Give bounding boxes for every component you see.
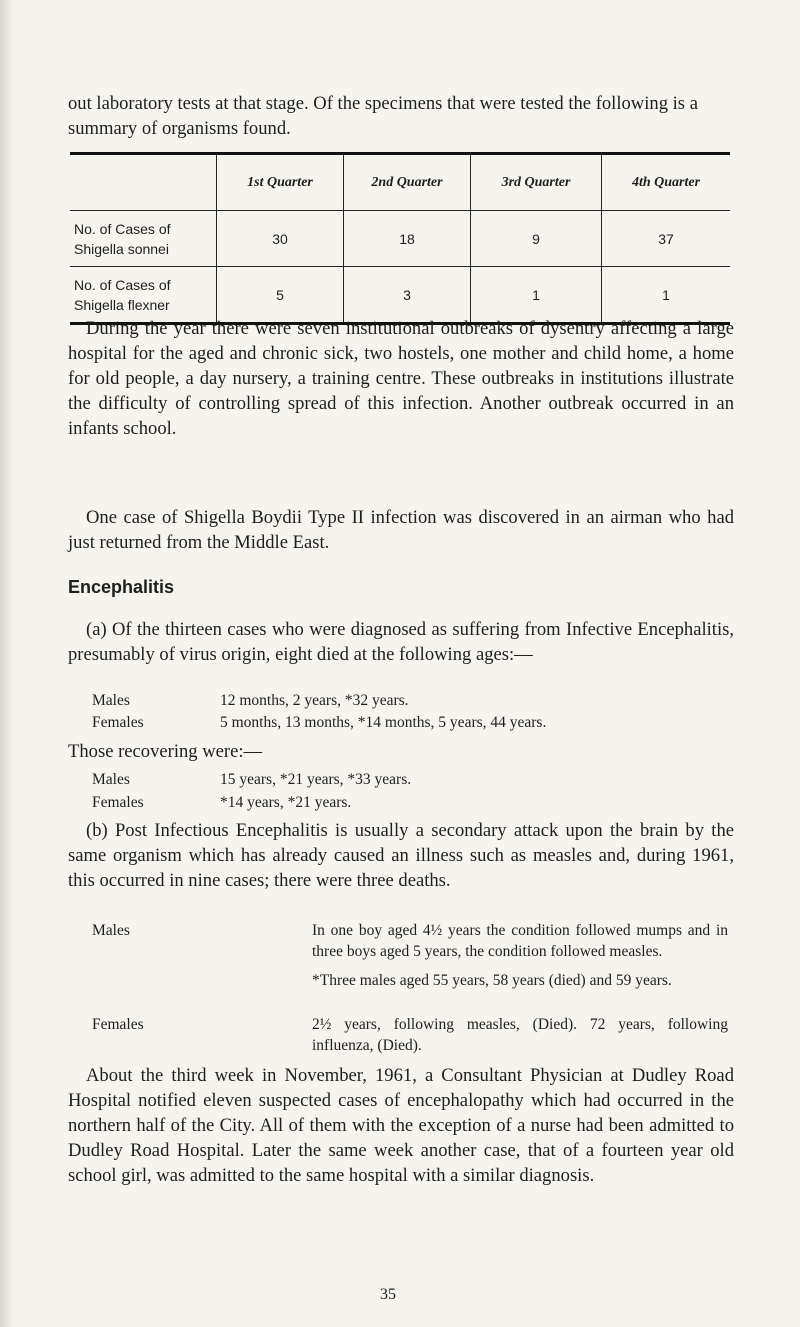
deaths-females-label: Females: [92, 714, 144, 731]
row-label-line1: No. of Cases of: [74, 220, 171, 237]
row-label-line1: No. of Cases of: [74, 276, 171, 293]
deaths-males-label: Males: [92, 692, 130, 709]
post-females-text: 2½ years, following measles, (Died). 72 years, following influenza, (Died).: [312, 1016, 728, 1054]
table-cell: 37: [602, 211, 731, 267]
recovering-females-ages: *14 years, *21 years.: [220, 794, 352, 811]
recovering-females-label: Females: [92, 794, 144, 811]
row-label: [70, 211, 217, 267]
deaths-females-ages: 5 months, 13 months, *14 months, 5 years, 44 years.: [220, 714, 547, 731]
page-edge-shadow: [0, 0, 14, 1327]
page-number: 35: [380, 1286, 396, 1303]
recovering-males-line: [92, 769, 411, 790]
recovering-males-ages: 15 years, *21 years, *33 years.: [220, 771, 412, 788]
post-males-text-2: *Three males aged 55 years, 58 years (died) and 59 years.: [312, 972, 672, 989]
deaths-males-ages: 12 months, 2 years, *32 years.: [220, 692, 409, 709]
row-label-line2: Shigella sonnei: [74, 240, 169, 257]
organisms-summary-table: [70, 152, 730, 325]
deaths-females-line: [92, 712, 546, 733]
table-cell: 1: [602, 267, 731, 324]
table-row: [70, 267, 730, 324]
table-header-q2: 2nd Quarter: [344, 154, 471, 211]
row-label-line2: Shigella flexner: [74, 296, 170, 313]
table-cell: 30: [217, 211, 344, 267]
november-paragraph: About the third week in November, 1961, a Consultant Physician at Dudley Road Hospital notified eleven suspected cases of encephalopathy which had occurred in the northern half of the City. All of them with the exception of a nurse had been admitted to Dudley Road Hospital. Later the same week another case, that of a fourteen year old school girl, was admitted to the same hospital with a similar diagnosis.: [68, 1065, 734, 1186]
post-males-label: Males: [92, 922, 130, 939]
table-header-corner: [70, 154, 217, 211]
boydii-paragraph: One case of Shigella Boydii Type II infection was discovered in an airman who had just returned from the Middle East.: [68, 507, 734, 553]
table-cell: 18: [344, 211, 471, 267]
recovering-intro: Those recovering were:—: [68, 741, 263, 762]
intro-paragraph: out laboratory tests at that stage. Of the specimens that were tested the following is a summary of organisms found.: [68, 93, 698, 139]
table-cell: 3: [344, 267, 471, 324]
encephalitis-para-a: (a) Of the thirteen cases who were diagnosed as suffering from Infective Encephalitis, presumably of virus origin, eight died at the following ages:—: [68, 619, 734, 665]
table-header-q3: 3rd Quarter: [471, 154, 602, 211]
table-row: [70, 211, 730, 267]
encephalitis-heading: Encephalitis: [68, 577, 175, 597]
deaths-males-line: [92, 690, 409, 711]
table-cell: 9: [471, 211, 602, 267]
row-label: [70, 267, 217, 324]
table-header-q1: 1st Quarter: [217, 154, 344, 211]
table-header-q4: 4th Quarter: [602, 154, 731, 211]
recovering-females-line: [92, 792, 351, 813]
recovering-males-label: Males: [92, 771, 130, 788]
table-header-row: [70, 154, 730, 211]
encephalitis-para-b: (b) Post Infectious Encephalitis is usually a secondary attack upon the brain by the same organism which has already caused an illness such as measles and, during 1961, this occurred in nine cases; there were three deaths.: [68, 820, 734, 891]
post-males-text-1: In one boy aged 4½ years the condition followed mumps and in three boys aged 5 years, the condition followed measles.: [312, 922, 728, 960]
table-cell: 1: [471, 267, 602, 324]
post-females-label: Females: [92, 1016, 144, 1033]
table-cell: 5: [217, 267, 344, 324]
dysentery-paragraph: During the year there were seven institutional outbreaks of dysentry affecting a large hospital for the aged and chronic sick, two hostels, one mother and child home, a home for old people, a day nursery, a training centre. These outbreaks in institutions illustrate the difficulty of controlling spread of this infection. Another outbreak occurred in an infants school.: [68, 318, 734, 439]
